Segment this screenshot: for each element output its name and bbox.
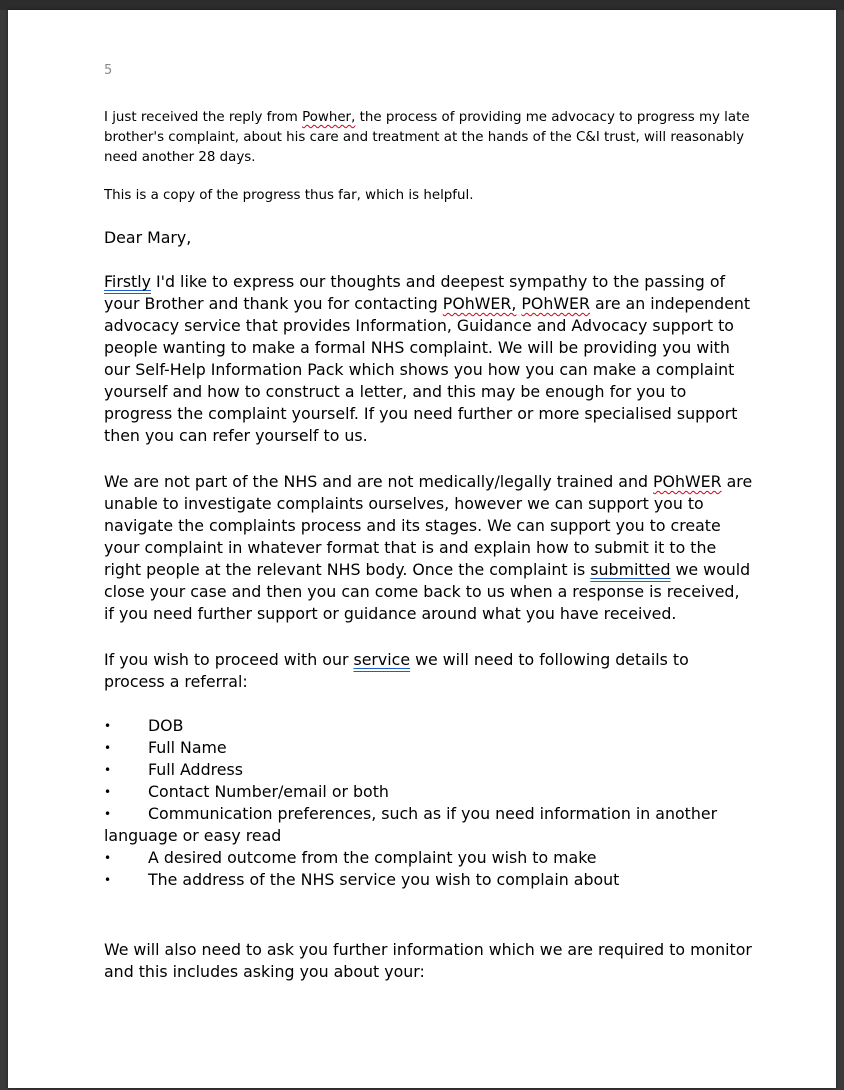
spelling-flag-word[interactable]: Powher, (302, 110, 356, 125)
spelling-flag-word[interactable]: POhWER, (442, 294, 517, 313)
grammar-flag-word[interactable]: Firstly (104, 272, 151, 291)
list-item (104, 781, 754, 803)
list-item (104, 803, 754, 847)
referral-details-list (104, 715, 754, 891)
intro-note: This is a copy of the progress thus far, which is helpful. (104, 188, 474, 203)
list-item (104, 715, 754, 737)
list-item-text: The address of the NHS service you wish to complain about (148, 870, 620, 889)
list-item-text: A desired outcome from the complaint you wish to make (148, 848, 597, 867)
letter-paragraph-3 (104, 649, 754, 693)
bullet-icon: • (104, 741, 112, 755)
paragraph-text: we would close your case and then you can come back to us when a response is received, if you need further support or guidance around what you have received. (104, 560, 751, 623)
letter-paragraph-4: We will also need to ask you further information which we are required to monitor and this includes asking you about your: (104, 940, 752, 981)
bullet-icon: • (104, 873, 112, 887)
paragraph-text: we will need to following details to process a referral: (104, 650, 689, 691)
list-item-text: Contact Number/email or both (148, 782, 389, 801)
intro-text: I just received the reply from (104, 110, 303, 125)
paragraph-text: I'd like to express our thoughts and deepest sympathy to the passing of your Brother and thank you for contacting (104, 272, 726, 313)
page-number: 5 (104, 63, 113, 78)
salutation: Dear Mary, (104, 228, 192, 247)
paragraph-text: are unable to investigate complaints ourselves, however we can support you to navigate the complaints process and its stages. We can support you to create your complaint in whatever format that is and explain how to submit it to the right people at the relevant NHS body. Once the complaint is (104, 472, 753, 579)
list-item (104, 737, 754, 759)
list-item-text: DOB (148, 716, 184, 735)
list-item-text: Communication preferences, such as if you need information in another language or easy read (104, 804, 718, 845)
paragraph-text: are an independent advocacy service that provides Information, Guidance and Advocacy support to people wanting to make a formal NHS complaint. We will be providing you with our Self-Help Information Pack which shows you how you can make a complaint yourself and how to construct a letter, and this may be enough for you to progress the complaint yourself. If you need further or more specialised support then you can refer yourself to us. (104, 294, 751, 445)
letter-paragraph-1 (104, 271, 754, 447)
grammar-flag-word[interactable]: submitted (590, 560, 671, 579)
paragraph-text: If you wish to proceed with our (104, 650, 354, 669)
spelling-flag-word[interactable]: POhWER (521, 294, 590, 313)
bullet-icon: • (104, 807, 112, 821)
list-item (104, 759, 754, 781)
intro-paragraph (104, 108, 754, 168)
list-item (104, 847, 754, 869)
bullet-icon: • (104, 763, 112, 777)
intro-text-rest: the process of providing me advocacy to progress my late brother's complaint, about his care and treatment at the hands of the C&I trust, will reasonably need another 28 days. (104, 110, 750, 165)
grammar-flag-word[interactable]: service (353, 650, 411, 669)
list-item-text: Full Address (148, 760, 243, 779)
list-item-text: Full Name (148, 738, 227, 757)
letter-paragraph-2 (104, 471, 754, 625)
bullet-icon: • (104, 785, 112, 799)
paragraph-text: We are not part of the NHS and are not medically/legally trained and (104, 472, 654, 491)
bullet-icon: • (104, 851, 112, 865)
spelling-flag-word[interactable]: POhWER (653, 472, 722, 491)
list-item (104, 869, 754, 891)
window-top-bar (0, 0, 844, 10)
document-page (8, 10, 836, 1088)
bullet-icon: • (104, 719, 112, 733)
